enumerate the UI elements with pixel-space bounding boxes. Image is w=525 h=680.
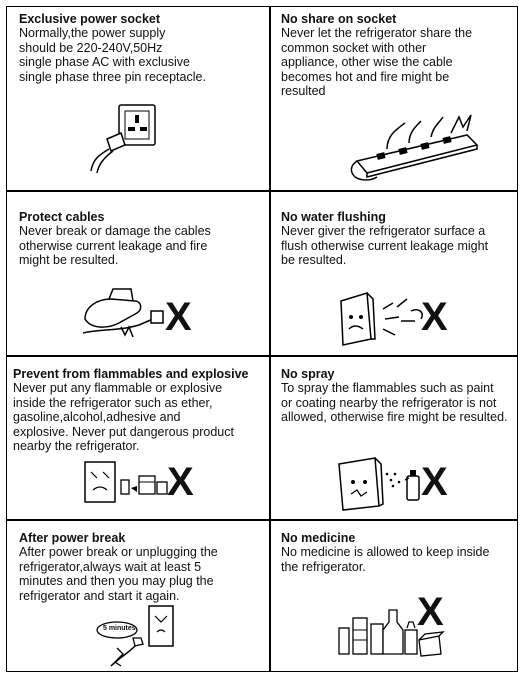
cell-protect-cables: [7, 191, 269, 355]
cell-body: To spray the flammables such as paint or coating nearby the refrigerator is not allowed, otherwise fire might be resulted.: [281, 381, 508, 424]
fridge-spray-can-icon: [335, 456, 435, 510]
cell-title: After power break: [19, 531, 126, 545]
wait-five-minutes-plug-icon: [97, 604, 187, 668]
cell-exclusive-power-socket: [7, 7, 269, 190]
safety-warnings-table: [6, 6, 518, 672]
cell-body: No medicine is allowed to keep inside the refrigerator.: [281, 545, 490, 574]
cell-prevent-flammables: [7, 356, 269, 519]
cell-body: Never let the refrigerator share the common socket with other appliance, other wise the cable becomes hot and fire might be resulted: [281, 26, 473, 98]
cell-body: Never giver the refrigerator surface a flush otherwise current leakage might be resulted.: [281, 224, 489, 267]
cell-title: No medicine: [281, 531, 356, 545]
cell-body: Never put any flammable or explosive inside the refrigerator such as ether, gasoline,alcohol,adhesive and explosive. Never put dangerous product nearby the refrigerator.: [13, 381, 234, 453]
cell-title: No share on socket: [281, 12, 397, 26]
cell-body: Never break or damage the cables otherwise current leakage and fire might be resulted.: [19, 224, 211, 267]
cell-title: No spray: [281, 367, 335, 381]
cell-title: Exclusive power socket: [19, 12, 161, 26]
cell-no-spray: [269, 356, 519, 519]
fridge-with-flammables-icon: [81, 460, 177, 506]
foot-stepping-cable-icon: [79, 289, 167, 341]
prohibited-x-mark: X: [167, 460, 194, 504]
prohibited-x-mark: X: [165, 295, 192, 339]
cell-body: After power break or unplugging the refrigerator,always wait at least 5 minutes and then you may plug the refrigerator and start it again.: [19, 545, 218, 603]
cell-no-water-flushing: [269, 191, 519, 355]
cell-title: Protect cables: [19, 210, 105, 224]
cell-no-medicine: [269, 520, 519, 673]
prohibited-x-mark: X: [421, 460, 448, 504]
timer-label: 5 minutes: [103, 625, 136, 632]
cell-after-power-break: [7, 520, 269, 673]
overloaded-power-strip-icon: [347, 115, 507, 185]
cell-title: No water flushing: [281, 210, 386, 224]
cell-body: Normally,the power supply should be 220-240V,50Hz single phase AC with exclusive single phase three pin receptacle.: [19, 26, 206, 84]
wall-socket-plug-icon: [87, 99, 167, 175]
cell-no-share-on-socket: [269, 7, 519, 190]
fridge-water-splash-icon: [337, 291, 427, 347]
prohibited-x-mark: X: [417, 590, 444, 634]
cell-title: Prevent from flammables and explosive: [13, 367, 249, 381]
prohibited-x-mark: X: [421, 295, 448, 339]
